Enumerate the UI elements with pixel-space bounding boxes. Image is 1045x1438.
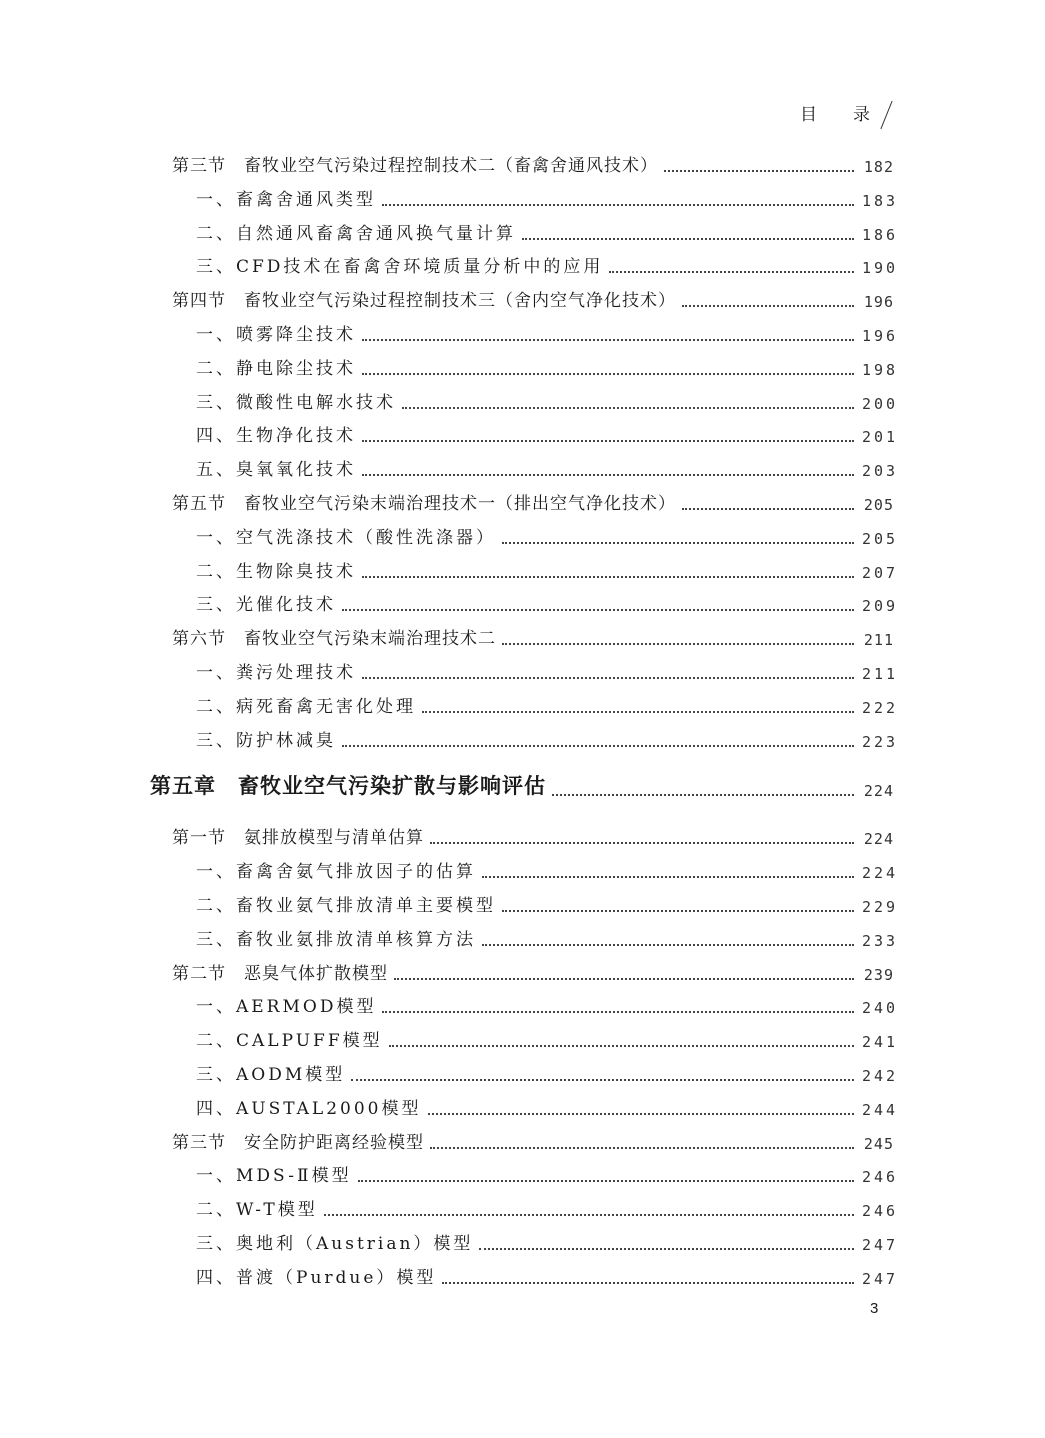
- toc-entry-page-number: 245: [863, 1134, 894, 1153]
- toc-entry-title: 第五节 畜牧业空气污染末端治理技术一（排出空气净化技术）: [172, 494, 676, 514]
- toc-entry-title: 第五章 畜牧业空气污染扩散与影响评估: [150, 774, 546, 799]
- toc-entry-title: 四、普渡（Purdue）模型: [196, 1267, 437, 1288]
- toc-entry-page-number: 224: [863, 830, 894, 849]
- toc-entry-page-number: 196: [862, 327, 899, 345]
- dot-leader: [342, 744, 854, 747]
- toc-entry-page-number: 222: [862, 698, 899, 717]
- dot-leader: [342, 608, 854, 611]
- toc-entry-page-number: 239: [863, 965, 894, 984]
- toc-entry-title: 第二节 恶臭气体扩散模型: [172, 963, 388, 984]
- toc-item-entry[interactable]: [196, 416, 899, 447]
- toc-entry-title: 四、生物净化技术: [196, 426, 356, 447]
- toc-section-entry[interactable]: [172, 954, 894, 984]
- dot-leader: [502, 541, 854, 544]
- toc-item-entry[interactable]: [196, 552, 899, 582]
- toc-section-entry[interactable]: [172, 281, 894, 311]
- dot-leader: [609, 270, 854, 273]
- toc-section-entry[interactable]: [172, 146, 894, 176]
- dot-leader: [502, 909, 854, 912]
- toc-entry-page-number: 240: [862, 999, 899, 1018]
- toc-entry-title: 三、微酸性电解水技术: [196, 392, 396, 413]
- toc-entry-page-number: 201: [862, 428, 899, 447]
- dot-leader: [362, 372, 854, 375]
- toc-item-entry[interactable]: [196, 1190, 899, 1221]
- toc-section-entry[interactable]: [172, 1123, 894, 1153]
- toc-entry-page-number: 247: [862, 1236, 899, 1254]
- dot-leader: [502, 642, 854, 645]
- running-header: [800, 100, 898, 125]
- dot-leader: [389, 1044, 854, 1047]
- dot-leader: [682, 507, 854, 510]
- toc-entry-page-number: 198: [862, 360, 899, 379]
- toc-entry-title: 二、自然通风畜禽舍通风换气量计算: [196, 223, 516, 244]
- toc-item-entry[interactable]: [196, 1055, 899, 1085]
- toc-entry-title: 一、畜禽舍氨气排放因子的估算: [196, 862, 476, 883]
- toc-entry-title: 一、AERMOD模型: [196, 997, 377, 1018]
- toc-entry-page-number: 205: [862, 529, 899, 548]
- toc-entry-page-number: 246: [862, 1168, 899, 1187]
- dot-leader: [552, 793, 854, 796]
- toc-entry-title: 二、CALPUFF模型: [196, 1031, 383, 1052]
- toc-entry-page-number: 182: [863, 158, 894, 176]
- dot-leader: [394, 977, 854, 980]
- toc-entry-title: 一、粪污处理技术: [196, 663, 356, 683]
- dot-leader: [682, 304, 854, 307]
- dot-leader: [362, 439, 854, 442]
- toc-entry-title: 一、畜禽舍通风类型: [196, 189, 376, 210]
- toc-entry-page-number: 223: [862, 732, 899, 751]
- toc-item-entry[interactable]: [196, 687, 899, 717]
- toc-item-entry[interactable]: [196, 349, 899, 379]
- toc-entry-title: 三、AODM模型: [196, 1065, 346, 1085]
- toc-entry-title: 四、AUSTAL2000模型: [196, 1098, 422, 1119]
- toc-entry-title: 二、生物除臭技术: [196, 561, 356, 582]
- toc-item-entry[interactable]: [196, 315, 899, 345]
- toc-item-entry[interactable]: [196, 1258, 899, 1288]
- dot-leader: [358, 1179, 854, 1182]
- toc-entry-page-number: 207: [862, 563, 899, 582]
- dot-leader: [442, 1281, 854, 1284]
- toc-item-entry[interactable]: [196, 1021, 899, 1052]
- toc-item-entry[interactable]: [196, 247, 899, 278]
- toc-entry-title: 第四节 畜牧业空气污染过程控制技术三（舍内空气净化技术）: [172, 291, 676, 312]
- dot-leader: [428, 1112, 855, 1115]
- dot-leader: [479, 1247, 854, 1250]
- toc-entry-title: 第六节 畜牧业空气污染末端治理技术二: [172, 629, 496, 650]
- toc-item-entry[interactable]: [196, 383, 899, 413]
- dot-leader: [482, 875, 854, 878]
- header-word-2: 录: [853, 105, 870, 125]
- dot-leader: [362, 575, 854, 578]
- dot-leader: [402, 406, 854, 409]
- toc-entry-page-number: 196: [863, 293, 894, 312]
- dot-leader: [382, 203, 854, 206]
- dot-leader: [430, 1146, 854, 1149]
- dot-leader: [422, 710, 854, 713]
- page-number: 3: [870, 1300, 879, 1317]
- toc-section-entry[interactable]: [172, 484, 894, 514]
- toc-item-entry[interactable]: [196, 1156, 899, 1187]
- toc-entry-title: 二、病死畜禽无害化处理: [196, 696, 416, 717]
- dot-leader: [351, 1078, 854, 1081]
- dot-leader: [430, 841, 854, 844]
- toc-entry-title: 一、MDS-Ⅱ模型: [196, 1166, 352, 1187]
- toc-entry-page-number: 242: [862, 1067, 899, 1085]
- toc-entry-title: 三、防护林减臭: [196, 730, 336, 751]
- toc-item-entry[interactable]: [196, 721, 899, 751]
- toc-entry-title: 二、W-T模型: [196, 1200, 318, 1221]
- toc-entry-page-number: 200: [862, 394, 899, 413]
- dot-leader: [362, 473, 854, 476]
- toc-item-entry[interactable]: [196, 987, 899, 1018]
- toc-entry-title: 第三节 安全防护距离经验模型: [172, 1132, 424, 1153]
- toc-entry-page-number: 224: [862, 864, 899, 883]
- toc-entry-page-number: 233: [862, 931, 899, 950]
- toc-entry-page-number: 186: [862, 225, 899, 244]
- toc-entry-title: 第一节 氨排放模型与清单估算: [172, 828, 424, 849]
- toc-entry-page-number: 247: [862, 1269, 899, 1288]
- toc-item-entry[interactable]: [196, 1224, 899, 1254]
- toc-item-entry[interactable]: [196, 450, 899, 481]
- toc-item-entry[interactable]: [196, 214, 899, 244]
- toc-entry-page-number: 246: [862, 1202, 899, 1221]
- toc-entry-page-number: 229: [862, 898, 899, 916]
- toc-entry-page-number: 244: [862, 1100, 899, 1119]
- toc-entry-page-number: 183: [862, 191, 899, 210]
- dot-leader: [382, 1010, 854, 1013]
- toc-item-entry[interactable]: [196, 180, 899, 210]
- toc-entry-page-number: 241: [862, 1033, 899, 1052]
- toc-entry-title: 一、喷雾降尘技术: [196, 325, 356, 345]
- toc-entry-title: 三、光催化技术: [196, 595, 336, 616]
- toc-item-entry[interactable]: [196, 518, 899, 548]
- toc-entry-page-number: 224: [863, 782, 894, 801]
- dot-leader: [522, 237, 854, 240]
- toc-item-entry[interactable]: [196, 653, 899, 683]
- dot-leader: [324, 1213, 854, 1216]
- toc-entry-title: 第三节 畜牧业空气污染过程控制技术二（畜禽舍通风技术）: [172, 156, 658, 176]
- header-slash-ornament: [876, 102, 898, 124]
- toc-entry-page-number: 190: [862, 259, 899, 278]
- toc-item-entry[interactable]: [196, 886, 899, 916]
- toc-entry-page-number: 203: [862, 462, 899, 481]
- toc-entry-page-number: 211: [862, 665, 899, 683]
- dot-leader: [664, 169, 854, 172]
- toc-entry-title: 三、畜牧业氨排放清单核算方法: [196, 929, 476, 950]
- toc-entry-title: 一、空气洗涤技术（酸性洗涤器）: [196, 527, 496, 548]
- toc-entry-title: 五、臭氧氧化技术: [196, 460, 356, 481]
- dot-leader: [482, 943, 854, 946]
- toc-section-entry[interactable]: [172, 619, 894, 649]
- dot-leader: [362, 338, 854, 341]
- dot-leader: [362, 676, 854, 679]
- toc-item-entry[interactable]: [196, 585, 899, 616]
- toc-section-entry[interactable]: [172, 818, 894, 848]
- header-word-1: 目: [800, 105, 817, 125]
- toc-item-entry[interactable]: [196, 1089, 899, 1119]
- toc-entry-page-number: 205: [863, 496, 894, 514]
- toc-entry-page-number: 211: [863, 631, 894, 650]
- toc-entry-title: 二、静电除尘技术: [196, 358, 356, 379]
- toc-entry-title: 三、CFD技术在畜禽舍环境质量分析中的应用: [196, 257, 604, 278]
- toc-item-entry[interactable]: [196, 920, 899, 950]
- toc-item-entry[interactable]: [196, 852, 899, 883]
- toc-entry-title: 二、畜牧业氨气排放清单主要模型: [196, 896, 496, 916]
- toc-entry-title: 三、奥地利（Austrian）模型: [196, 1234, 474, 1254]
- toc-chapter-entry[interactable]: [150, 770, 894, 800]
- toc-entry-page-number: 209: [862, 597, 899, 616]
